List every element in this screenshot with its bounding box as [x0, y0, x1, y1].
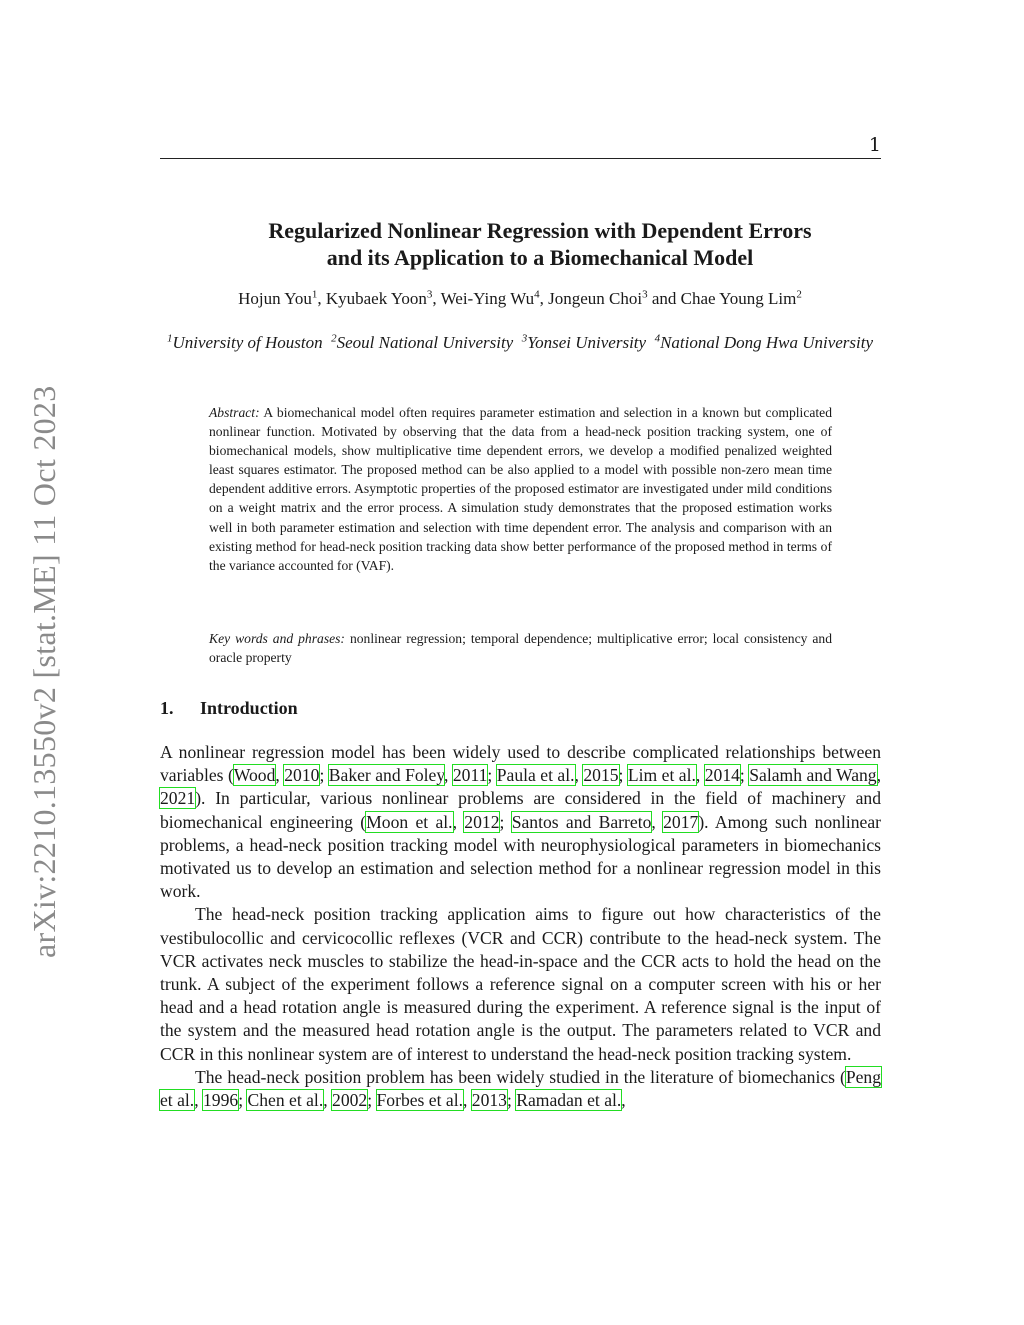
section-heading: [160, 698, 298, 719]
author-name: Wei-Ying Wu: [440, 289, 535, 308]
citation-link[interactable]: Paula et al.: [496, 765, 575, 786]
author-sup: 3: [426, 288, 433, 301]
author-name: Chae Young Lim: [680, 289, 797, 308]
affiliation: Yonsei University: [527, 333, 647, 352]
affiliation-sup: 4: [654, 332, 661, 345]
citation-year-link[interactable]: 2011: [452, 765, 488, 786]
paragraph-2: The head-neck position tracking application aims to figure out how characteristics of the vestibulocollic and cervicocollic reflexes (VCR and CCR) contribute to the head-neck system. The VCR activates neck muscles to stabilize the head-in-space and the CCR acts to hold the head on the trunk. A subject of the experiment follows a reference signal on a computer screen with his or her head and a head rotation angle is measured during the experiment. A reference signal is the input of the system and the measured head rotation angle is the output. The parameters related to VCR and CCR in this nonlinear system are of interest to understand the head-neck position tracking system.: [160, 904, 881, 1064]
section-title: Introduction: [200, 698, 298, 718]
author-name: Jongeun Choi: [548, 289, 643, 308]
text-run: The head-neck position problem has been widely studied in the literature of biomechanics (: [195, 1066, 846, 1087]
citation-year-link[interactable]: 2013: [471, 1090, 507, 1111]
citation-year-link[interactable]: 2014: [704, 765, 740, 786]
affiliation: Seoul National University: [336, 333, 514, 352]
text-run: ). In particular, various nonlinear problems are considered in the field of machinery and biomechanical engineering (: [160, 788, 881, 832]
citation-link[interactable]: Lim et al.: [627, 765, 696, 786]
author-name: Kyubaek Yoon: [325, 289, 427, 308]
citation-link[interactable]: Chen et al.: [247, 1090, 324, 1111]
keywords: [209, 629, 832, 667]
citation-year-link[interactable]: 2002: [332, 1090, 368, 1111]
arxiv-stamp: arXiv:2210.13550v2 [stat.ME] 11 Oct 2023: [26, 385, 62, 958]
header-rule: [160, 158, 881, 159]
citation-link[interactable]: Ramadan et al.: [516, 1090, 622, 1111]
citation-link[interactable]: Baker and Foley: [328, 765, 445, 786]
author-sup: 3: [642, 288, 648, 301]
citation-year-link[interactable]: 2010: [284, 765, 320, 786]
abstract: [209, 403, 832, 575]
author-list: Hojun You$^1$, Kyubaek Yoon$^3$, Wei-Ying Wu$^4$, Jongeun Choi$^3$ and Chae Young Lim$^2$: [238, 288, 802, 308]
affiliation-sup: 3: [521, 332, 528, 345]
title-line-1: Regularized Nonlinear Regression with Dependent Errors: [268, 218, 812, 243]
paragraph-3: The head-neck position problem has been widely studied in the literature of biomechanics (Peng et al., 1996; Chen et al., 2002; Forbes et al., 2013; Ramadan et al.,: [160, 1066, 881, 1111]
citation-link[interactable]: Moon et al.: [366, 811, 453, 832]
title-line-2: and its Application to a Biomechanical Model: [326, 245, 754, 270]
citation-year-link[interactable]: 1996: [203, 1090, 239, 1111]
author-conjunction: and: [651, 289, 677, 308]
page-number: 1: [868, 134, 881, 156]
abstract-label: Abstract:: [209, 405, 260, 420]
affiliation-sup: 1: [166, 332, 173, 345]
citation-year-link[interactable]: 2012: [464, 811, 500, 832]
citation-year-link[interactable]: 2015: [583, 765, 619, 786]
keywords-text: nonlinear regression; temporal dependence; multiplicative error; local consistency and oracle property: [209, 631, 832, 666]
author-sup: 4: [534, 288, 540, 301]
author-name: Hojun You: [238, 289, 312, 308]
affiliation: National Dong Hwa University: [660, 333, 874, 352]
affiliation-sup: 2: [331, 332, 337, 345]
citation-year-link[interactable]: 2017: [663, 811, 699, 832]
citation-link[interactable]: Santos and Barreto: [511, 811, 652, 832]
citation-link[interactable]: Peng et al.: [160, 1066, 881, 1111]
author-sup: 2: [796, 288, 802, 301]
text-run: A nonlinear regression model has been widely used to describe complicated relationships between variables (: [160, 742, 881, 786]
citation-link[interactable]: Salamh and Wang: [749, 765, 877, 786]
paper-title: [140, 217, 940, 271]
citation-link[interactable]: Forbes et al.: [376, 1090, 463, 1111]
section-number: 1.: [160, 698, 174, 718]
intro-body: [160, 741, 881, 1112]
abstract-text: A biomechanical model often requires parameter estimation and selection in a known but complicated nonlinear function. Motivated by observing that the data from a head-neck position tracking system, one of biomechanical models, show multiplicative time dependent errors, we develop a modified penalized weighted least squares estimator. The proposed method can be also applied to a model with possible non-zero mean time dependent additive errors. Asymptotic properties of the proposed estimator are investigated under mild conditions on a weight matrix and the error process. A simulation study demonstrates that the proposed estimation works well in both parameter estimation and selection with time dependent error. The analysis and comparison with an existing method for head-neck position tracking data show better performance of the proposed method in terms of the variance accounted for (VAF).: [209, 405, 832, 573]
paragraph-1: A nonlinear regression model has been widely used to describe complicated relationships between variables (Wood, 2010; Baker and Foley, 2011; Paula et al., 2015; Lim et al., 2014; Salamh and Wang, 2021). In particular, various nonlinear problems are considered in the field of machinery and biomechanical engineering (Moon et al., 2012; Santos and Barreto, 2017). Among such nonlinear problems, a head-neck position tracking model with neurophysiological parameters in biomechanics motivated us to develop an estimation and selection method for a nonlinear regression model in this work.: [160, 742, 882, 902]
affiliation: University of Houston: [172, 333, 323, 352]
keywords-label: Key words and phrases:: [209, 631, 345, 646]
affiliation-list: [60, 333, 980, 353]
citation-year-link[interactable]: 2021: [160, 788, 196, 809]
citation-link[interactable]: Wood: [233, 765, 276, 786]
author-sup: 1: [311, 288, 318, 301]
text-run: ). Among such nonlinear problems, a head-neck position tracking model with neurophysiological parameters in biomechanics motivated us to develop an estimation and selection method for a nonlinear regression model in this work.: [160, 811, 882, 902]
